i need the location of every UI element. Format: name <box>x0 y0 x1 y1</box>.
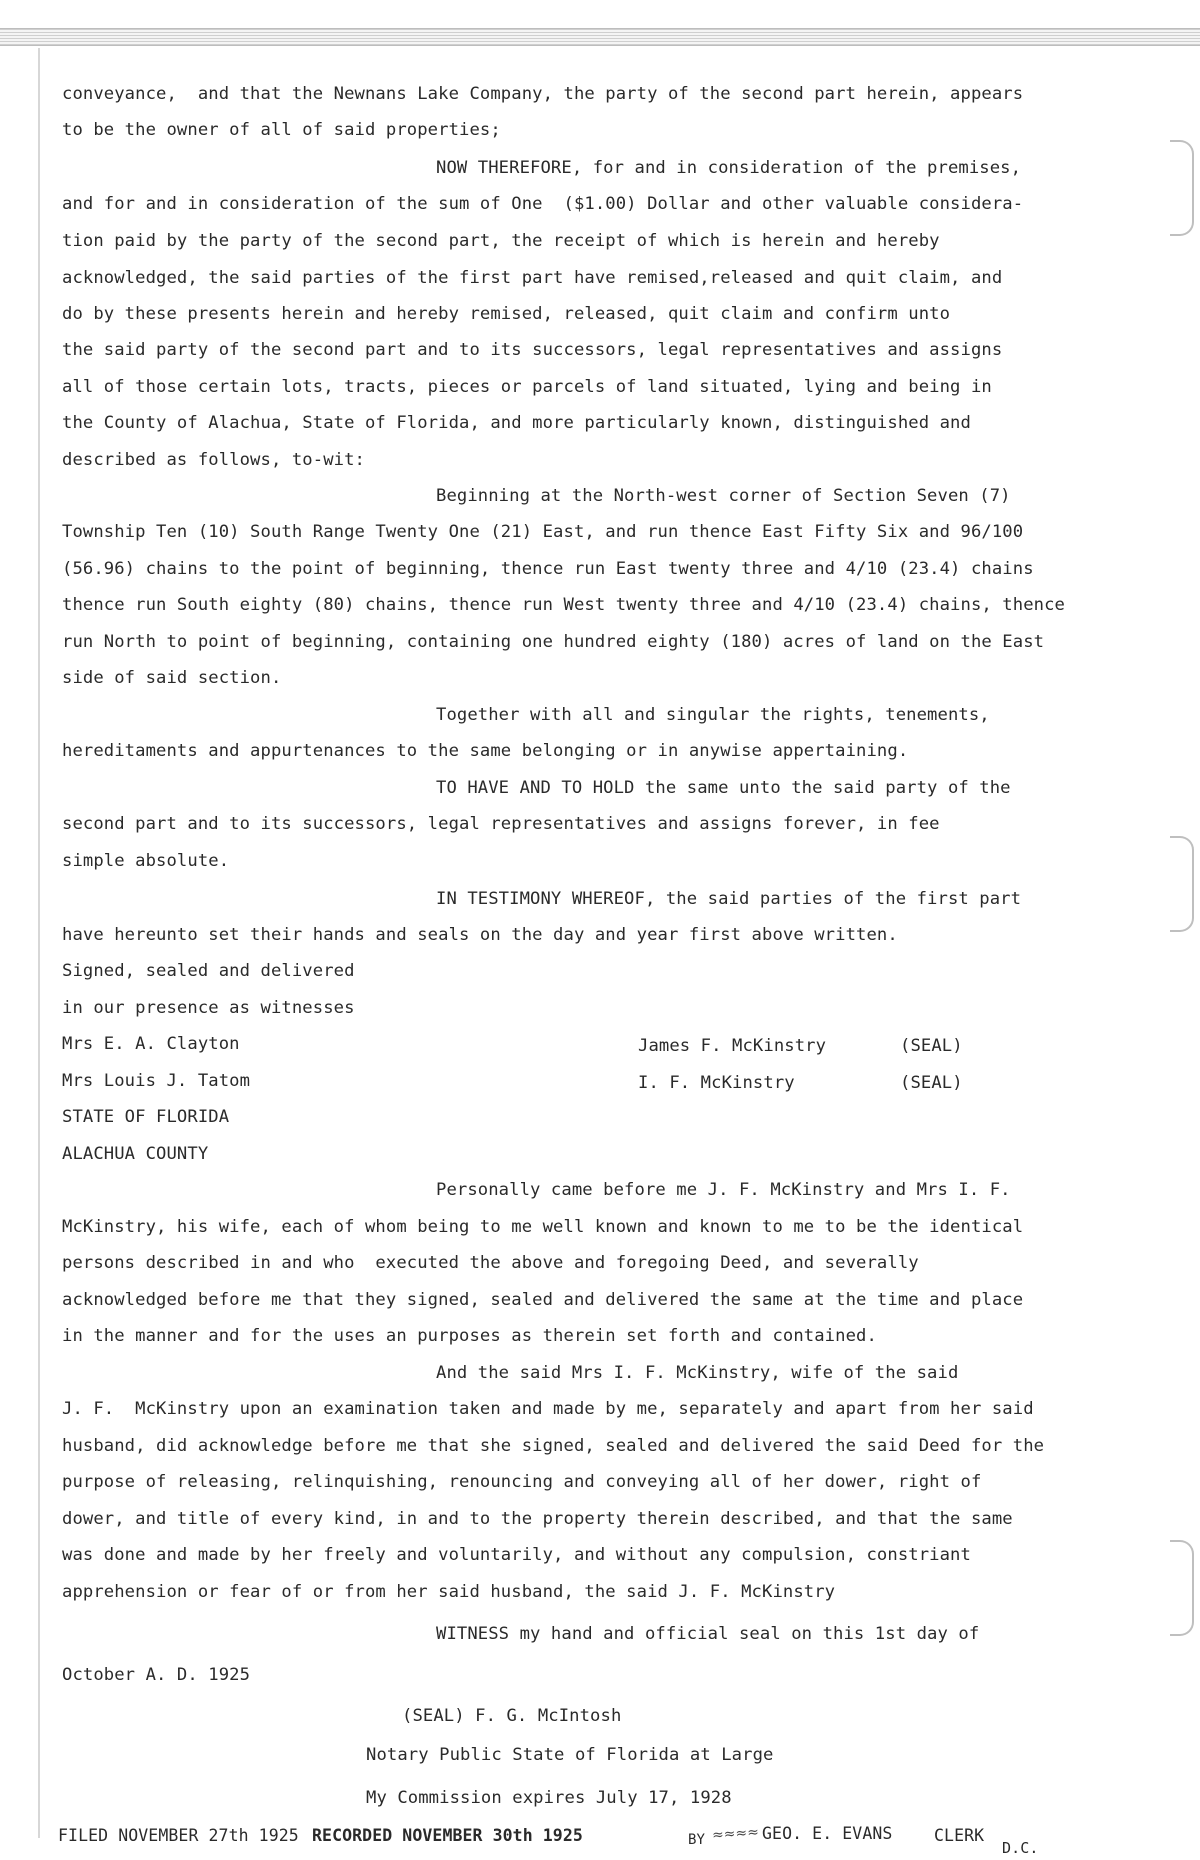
body-line: do by these presents herein and hereby remised, released, quit claim and confirm unto <box>62 304 951 324</box>
body-line: hereditaments and appurtenances to the same belonging or in anywise appertaining. <box>62 741 909 761</box>
filed-stamp: FILED NOVEMBER 27th 1925 <box>58 1826 299 1845</box>
recorded-stamp: RECORDED NOVEMBER 30th 1925 <box>312 1826 583 1845</box>
seal-label: (SEAL) <box>900 1036 963 1056</box>
body-line: simple absolute. <box>62 851 230 871</box>
binder-hole-3 <box>1170 1540 1194 1636</box>
body-line: run North to point of beginning, containing one hundred eighty (180) acres of land on the East <box>62 632 1045 652</box>
body-line: Beginning at the North-west corner of Section Seven (7) <box>436 486 1011 506</box>
body-line: side of said section. <box>62 668 282 688</box>
body-line: acknowledged, the said parties of the first part have remised,released and quit claim, and <box>62 268 1003 288</box>
left-margin-rule <box>38 48 40 1838</box>
seal-label: (SEAL) <box>900 1073 963 1093</box>
binder-hole-1 <box>1170 140 1194 236</box>
ack-line: purpose of releasing, relinquishing, renouncing and conveying all of her dower, right of <box>62 1472 982 1492</box>
body-line: Township Ten (10) South Range Twenty One (21) East, and run thence East Fifty Six and 96/100 <box>62 522 1024 542</box>
ack-line: husband, did acknowledge before me that she signed, sealed and delivered the said Deed for the <box>62 1436 1045 1456</box>
body-line: NOW THEREFORE, for and in consideration of the premises, <box>436 158 1022 178</box>
notary-line: (SEAL) F. G. McIntosh <box>402 1706 622 1726</box>
by-label: BY <box>688 1832 706 1848</box>
body-line: thence run South eighty (80) chains, thence run West twenty three and 4/10 (23.4) chains, thence <box>62 595 1065 615</box>
witness-name: Mrs E. A. Clayton <box>62 1034 240 1054</box>
body-line: the County of Alachua, State of Florida, and more particularly known, distinguished and <box>62 413 971 433</box>
state-line: STATE OF FLORIDA <box>62 1107 230 1127</box>
state-line: ALACHUA COUNTY <box>62 1144 209 1164</box>
clerk-title: CLERK <box>934 1826 985 1845</box>
scan-top-band <box>0 28 1200 46</box>
clerk-name: GEO. E. EVANS <box>762 1824 893 1843</box>
deputy-clerk-label: D.C. <box>1002 1839 1039 1857</box>
body-line: have hereunto set their hands and seals on the day and year first above written. <box>62 925 898 945</box>
body-line: Signed, sealed and delivered <box>62 961 355 981</box>
body-line: described as follows, to-wit: <box>62 450 365 470</box>
body-line: second part and to its successors, legal representatives and assigns forever, in fee <box>62 814 940 834</box>
signer-name: I. F. McKinstry <box>638 1073 795 1093</box>
body-line: TO HAVE AND TO HOLD the same unto the said party of the <box>436 778 1011 798</box>
body-line: in our presence as witnesses <box>62 998 355 1018</box>
ack-line: dower, and title of every kind, in and to the property therein described, and that the same <box>62 1509 1013 1529</box>
witness-name: Mrs Louis J. Tatom <box>62 1071 251 1091</box>
body-line: and for and in consideration of the sum of One ($1.00) Dollar and other valuable considera- <box>62 194 1024 214</box>
body-line: all of those certain lots, tracts, pieces or parcels of land situated, lying and being in <box>62 377 992 397</box>
notary-line: Notary Public State of Florida at Large <box>366 1745 774 1765</box>
ack-line: persons described in and who executed the above and foregoing Deed, and severally <box>62 1253 919 1273</box>
body-line: Together with all and singular the rights, tenements, <box>436 705 990 725</box>
binder-hole-2 <box>1170 836 1194 932</box>
ack-line: J. F. McKinstry upon an examination taken and made by me, separately and apart from her said <box>62 1399 1034 1419</box>
body-line: tion paid by the party of the second part, the receipt of which is herein and hereby <box>62 231 940 251</box>
ack-line: was done and made by her freely and voluntarily, and without any compulsion, constriant <box>62 1545 971 1565</box>
ack-line: apprehension or fear of or from her said husband, the said J. F. McKinstry <box>62 1582 836 1602</box>
ack-line: October A. D. 1925 <box>62 1665 251 1685</box>
ack-line: And the said Mrs I. F. McKinstry, wife of the said <box>436 1363 959 1383</box>
ack-line: WITNESS my hand and official seal on this 1st day of <box>436 1624 980 1644</box>
clerk-signature-scribble: ≈≈≈≈ <box>711 1824 760 1844</box>
notary-line: My Commission expires July 17, 1928 <box>366 1788 732 1808</box>
ack-line: McKinstry, his wife, each of whom being to me well known and known to me to be the identical <box>62 1217 1024 1237</box>
ack-line: acknowledged before me that they signed, sealed and delivered the same at the time and place <box>62 1290 1024 1310</box>
ack-line: Personally came before me J. F. McKinstry and Mrs I. F. <box>436 1180 1011 1200</box>
body-line: the said party of the second part and to its successors, legal representatives and assigns <box>62 340 1003 360</box>
body-line: IN TESTIMONY WHEREOF, the said parties of the first part <box>436 889 1022 909</box>
body-line: conveyance, and that the Newnans Lake Company, the party of the second part herein, appears <box>62 84 1024 104</box>
body-line: to be the owner of all of said properties; <box>62 120 501 140</box>
body-line: (56.96) chains to the point of beginning, thence run East twenty three and 4/10 (23.4) chains <box>62 559 1034 579</box>
signer-name: James F. McKinstry <box>638 1036 827 1056</box>
ack-line: in the manner and for the uses an purposes as therein set forth and contained. <box>62 1326 877 1346</box>
